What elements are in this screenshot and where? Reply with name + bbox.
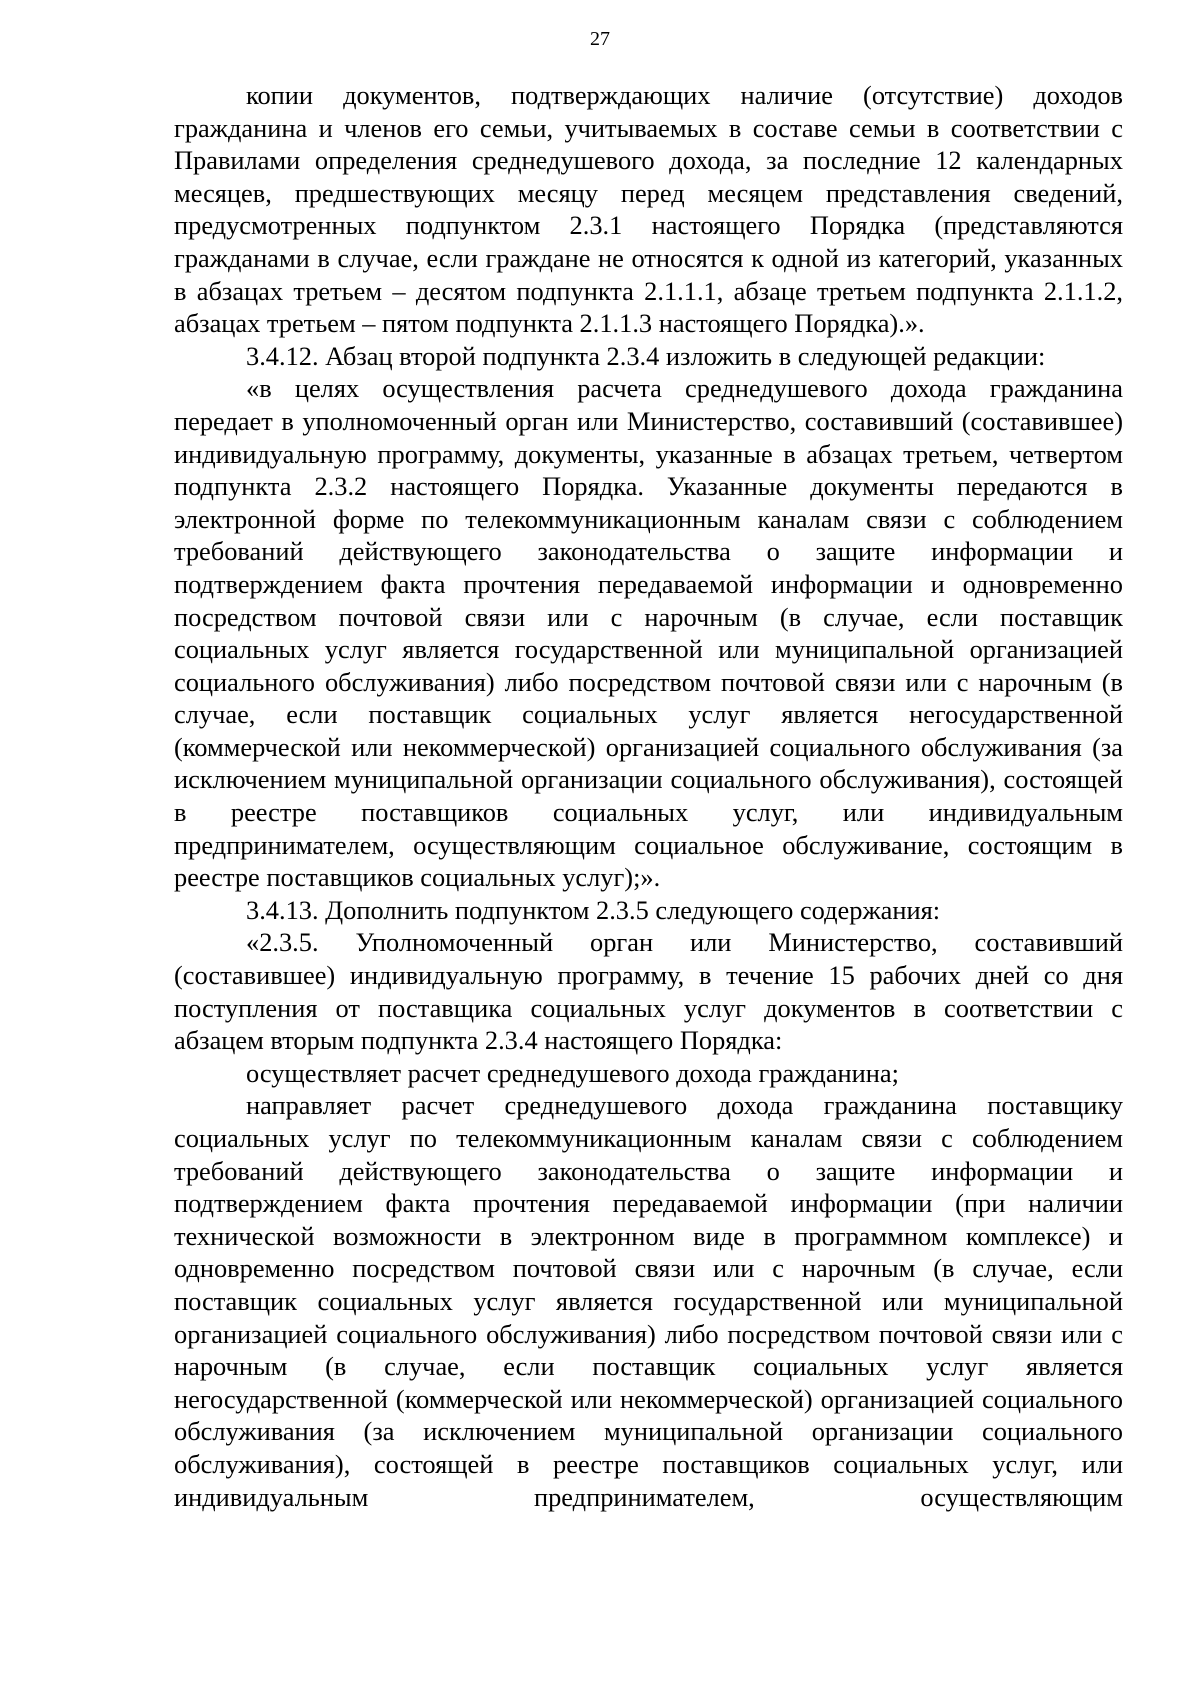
paragraph-income-documents: копии документов, подтверждающих наличие (отсутствие) доходов гражданина и членов его семьи, учитываемых в составе семьи в соответствии с Правилами определения среднедушевого дохода, за последние 12 календарных месяцев, предшествующих месяцу перед месяцем представления сведений, предусмотренных подпунктом 2.3.1 настоящего Порядка (представляются гражданами в случае, если граждане не относятся к одной из категорий, указанных в абзацах третьем – десятом подпункта 2.1.1.1, абзаце третьем подпункта 2.1.1.2, абзацах третьем – пятом подпункта 2.1.1.3 настоящего Порядка).». (174, 80, 1123, 339)
paragraph-2-3-4-text: «в целях осуществления расчета среднедушевого дохода гражданина передает в уполномоченный орган или Министерство, составивший (составившее) индивидуальную программу, документы, указанные в абзацах третьем, четвертом подпункта 2.3.2 настоящего Порядка. Указанные документы передаются в электронной форме по телекоммуникационным каналам связи с соблюдением требований действующего законодательства о защите информации и подтверждением факта прочтения передаваемой информации и одновременно посредством почтовой связи или с нарочным (в случае, если поставщик социальных услуг является государственной или муниципальной организацией социального обслуживания) либо посредством почтовой связи или с нарочным (в случае, если поставщик социальных услуг является негосударственной (коммерческой или некоммерческой) организацией социального обслуживания (за исключением муниципальной организации социального обслуживания), состоящей в реестре поставщиков социальных услуг, или индивидуальным предпринимателем, осуществляющим социальное обслуживание, состоящим в реестре поставщиков социальных услуг);». (174, 373, 1123, 893)
paragraph-3-4-13: 3.4.13. Дополнить подпунктом 2.3.5 следующего содержания: (246, 894, 941, 925)
paragraph-sends-calculation: направляет расчет среднедушевого дохода гражданина поставщику социальных услуг по телекоммуникационным каналам связи с соблюдением требований действующего законодательства о защите информации и подтверждением факта прочтения передаваемой информации (при наличии технической возможности в электронном виде в программном комплексе) и одновременно посредством почтовой связи или с нарочным (в случае, если поставщик социальных услуг является государственной или муниципальной организацией социального обслуживания) либо посредством почтовой связи или с нарочным (в случае, если поставщик социальных услуг является негосударственной (коммерческой или некоммерческой) организацией социального обслуживания (за исключением муниципальной организации социального обслуживания), состоящей в реестре поставщиков социальных услуг, или индивидуальным предпринимателем, осуществляющим (174, 1090, 1123, 1512)
document-body (174, 79, 1123, 1513)
paragraph-3-4-12: 3.4.12. Абзац второй подпункта 2.3.4 изложить в следующей редакции: (246, 340, 1046, 371)
page-number: 27 (590, 28, 610, 50)
paragraph-2-3-5: «2.3.5. Уполномоченный орган или Министерство, составивший (составившее) индивидуальную программу, в течение 15 рабочих дней со дня поступления от поставщика социальных услуг документов в соответствии с абзацем вторым подпункта 2.3.4 настоящего Порядка: (174, 927, 1123, 1056)
paragraph-calculation: осуществляет расчет среднедушевого дохода гражданина; (246, 1057, 899, 1088)
